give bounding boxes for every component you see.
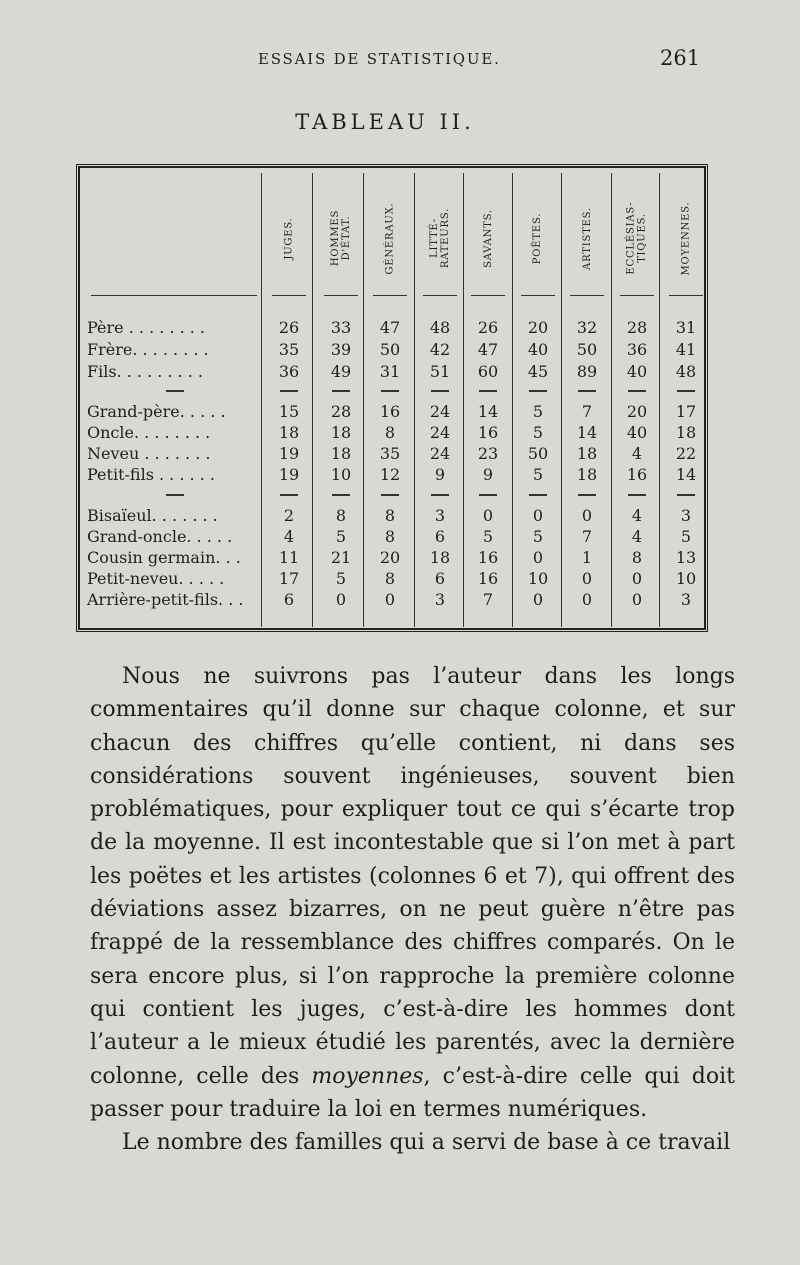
- table-cell: 40: [527, 340, 549, 359]
- group-dash: [677, 390, 695, 392]
- table-cell: 60: [477, 362, 499, 381]
- table-cell: 32: [576, 318, 598, 337]
- column-header-label: SAVANTS.: [482, 208, 494, 268]
- table-cell: 40: [626, 362, 648, 381]
- table-cell: 24: [429, 402, 451, 421]
- table-cell: 7: [581, 402, 593, 421]
- table-cell: 5: [532, 402, 544, 421]
- table-title: TABLEAU II.: [295, 110, 475, 134]
- column-header: [464, 185, 512, 291]
- row-label: Grand-père. . . . .: [87, 402, 226, 421]
- table-cell: 19: [278, 465, 300, 484]
- table-cell: 50: [576, 340, 598, 359]
- table-cell: 20: [626, 402, 648, 421]
- row-label: Arrière-petit-fils. . .: [87, 590, 244, 609]
- column-separator: [261, 173, 262, 627]
- table-cell: 48: [429, 318, 451, 337]
- table-cell: 47: [477, 340, 499, 359]
- group-dash: [166, 390, 184, 392]
- table-cell: 4: [631, 506, 643, 525]
- running-title: ESSAIS DE STATISTIQUE.: [258, 50, 501, 68]
- table-cell: 3: [680, 590, 692, 609]
- table-cell: 39: [330, 340, 352, 359]
- table-cell: 3: [434, 590, 446, 609]
- table-cell: 5: [532, 423, 544, 442]
- table-cell: 5: [680, 527, 692, 546]
- paragraph-2: Le nombre des familles qui a servi de base à ce travail: [122, 1130, 731, 1156]
- table-cell: 18: [576, 465, 598, 484]
- table-cell: 28: [330, 402, 352, 421]
- table-cell: 10: [527, 569, 549, 588]
- label-header-rule: [91, 295, 257, 296]
- column-header-label: ECCLÉSIAS- TIQUES.: [626, 201, 649, 275]
- table-cell: 8: [384, 569, 396, 588]
- column-header-label: MOYENNES.: [680, 200, 692, 276]
- table-cell: 0: [384, 590, 396, 609]
- group-dash: [529, 494, 547, 496]
- group-dash: [381, 390, 399, 392]
- column-header: [317, 185, 365, 291]
- table-cell: 5: [335, 569, 347, 588]
- row-label: Fils. . . . . . . . .: [87, 362, 204, 381]
- running-head: [0, 46, 800, 74]
- table-cell: 18: [429, 548, 451, 567]
- body-text: [90, 660, 735, 1159]
- page-number: 261: [660, 46, 701, 70]
- table-cell: 18: [330, 423, 352, 442]
- table-cell: 0: [631, 569, 643, 588]
- column-header-label: HOMMES D'ÉTAT.: [330, 209, 353, 267]
- header-rule: [324, 295, 358, 296]
- table-cell: 49: [330, 362, 352, 381]
- table-cell: 0: [532, 590, 544, 609]
- table-cell: 16: [626, 465, 648, 484]
- table-cell: 22: [675, 444, 697, 463]
- table-cell: 3: [680, 506, 692, 525]
- table-cell: 18: [576, 444, 598, 463]
- group-dash: [280, 390, 298, 392]
- table-cell: 6: [434, 527, 446, 546]
- table-cell: 5: [335, 527, 347, 546]
- column-header-label: POËTES.: [532, 212, 544, 264]
- column-header-label: LITTÉ- RATEURS.: [429, 207, 451, 269]
- table-cell: 0: [335, 590, 347, 609]
- table-cell: 9: [434, 465, 446, 484]
- table-cell: 48: [675, 362, 697, 381]
- group-dash: [381, 494, 399, 496]
- column-separator: [414, 173, 415, 627]
- table-cell: 40: [626, 423, 648, 442]
- table-cell: 16: [477, 423, 499, 442]
- table-cell: 20: [527, 318, 549, 337]
- group-dash: [628, 494, 646, 496]
- table-cell: 1: [581, 548, 593, 567]
- table-cell: 10: [330, 465, 352, 484]
- header-rule: [521, 295, 555, 296]
- table-cell: 16: [477, 569, 499, 588]
- table-cell: 45: [527, 362, 549, 381]
- table-cell: 33: [330, 318, 352, 337]
- table-cell: 42: [429, 340, 451, 359]
- table-cell: 7: [581, 527, 593, 546]
- table-cell: 21: [330, 548, 352, 567]
- table-cell: 18: [675, 423, 697, 442]
- table-cell: 26: [477, 318, 499, 337]
- column-header: [366, 185, 414, 291]
- table-cell: 4: [631, 527, 643, 546]
- group-dash: [166, 494, 184, 496]
- table-cell: 28: [626, 318, 648, 337]
- table-cell: 8: [384, 423, 396, 442]
- table-cell: 31: [379, 362, 401, 381]
- header-rule: [373, 295, 407, 296]
- column-separator: [512, 173, 513, 627]
- header-rule: [471, 295, 505, 296]
- table-cell: 35: [379, 444, 401, 463]
- table-cell: 36: [278, 362, 300, 381]
- column-header: [662, 185, 710, 291]
- group-dash: [479, 494, 497, 496]
- table-cell: 8: [384, 506, 396, 525]
- table-cell: 41: [675, 340, 697, 359]
- paragraph-1: [90, 660, 735, 1126]
- table-cell: 0: [631, 590, 643, 609]
- table-cell: 50: [527, 444, 549, 463]
- table-cell: 14: [477, 402, 499, 421]
- column-header: [416, 185, 464, 291]
- table-cell: 6: [434, 569, 446, 588]
- header-rule: [272, 295, 306, 296]
- table-cell: 0: [532, 548, 544, 567]
- column-separator: [611, 173, 612, 627]
- paragraph-1-italic: moyennes: [311, 1063, 424, 1089]
- table-cell: 13: [675, 548, 697, 567]
- table-cell: 0: [532, 506, 544, 525]
- row-label: Grand-oncle. . . . .: [87, 527, 233, 546]
- statistics-table: [76, 164, 708, 632]
- table-cell: 12: [379, 465, 401, 484]
- group-dash: [529, 390, 547, 392]
- paragraph-1-text: Nous ne suivrons pas l’auteur dans les longs commentaires qu’il donne sur chaque colonne, et sur chacun des chiffres qu’elle contient, ni dans ses considérations souvent ingénieuses, souvent bien problématiques, pour expliquer tout ce qui s’écarte trop de la moyenne. Il est incontestable que si l’on met à part les poëtes et les artistes (colonnes 6 et 7), qui offrent des déviations assez bizarres, on ne peut guère n’être pas frappé de la ressemblance des chiffres comparés. On le sera encore plus, si l’on rapproche la première colonne qui contient les juges, c’est-à-dire les hommes dont l’auteur a le mieux étudié les parentés, avec la dernière colonne, celle des: [90, 664, 735, 1089]
- table-cell: 8: [631, 548, 643, 567]
- group-dash: [332, 494, 350, 496]
- table-cell: 8: [335, 506, 347, 525]
- table-cell: 18: [330, 444, 352, 463]
- row-label: Bisaïeul. . . . . . .: [87, 506, 218, 525]
- table-cell: 4: [283, 527, 295, 546]
- header-rule: [570, 295, 604, 296]
- table-cell: 51: [429, 362, 451, 381]
- table-cell: 0: [581, 590, 593, 609]
- group-dash: [628, 390, 646, 392]
- group-dash: [280, 494, 298, 496]
- table-cell: 19: [278, 444, 300, 463]
- table-cell: 5: [532, 527, 544, 546]
- table-cell: 0: [581, 569, 593, 588]
- table-cell: 20: [379, 548, 401, 567]
- table-cell: 24: [429, 423, 451, 442]
- row-label: Oncle. . . . . . . .: [87, 423, 211, 442]
- table-cell: 6: [283, 590, 295, 609]
- table-cell: 16: [477, 548, 499, 567]
- table-cell: 14: [576, 423, 598, 442]
- row-label: Petit-neveu. . . . .: [87, 569, 225, 588]
- group-dash: [431, 390, 449, 392]
- header-rule: [669, 295, 703, 296]
- table-cell: 31: [675, 318, 697, 337]
- row-label: Frère. . . . . . . .: [87, 340, 209, 359]
- table-cell: 2: [283, 506, 295, 525]
- row-label: Neveu . . . . . . .: [87, 444, 211, 463]
- table-cell: 50: [379, 340, 401, 359]
- table-cell: 36: [626, 340, 648, 359]
- table-cell: 18: [278, 423, 300, 442]
- paragraph-1-end: , c’est-à-dire celle qui doit passer pour traduire la loi en termes numériques.: [90, 1063, 735, 1122]
- table-cell: 17: [278, 569, 300, 588]
- table-cell: 14: [675, 465, 697, 484]
- column-header: [563, 185, 611, 291]
- group-dash: [332, 390, 350, 392]
- column-header: [514, 185, 562, 291]
- column-header-label: JUGES.: [283, 216, 295, 260]
- table-cell: 15: [278, 402, 300, 421]
- table-cell: 7: [482, 590, 494, 609]
- table-cell: 26: [278, 318, 300, 337]
- table-cell: 11: [278, 548, 300, 567]
- table-cell: 8: [384, 527, 396, 546]
- table-cell: 3: [434, 506, 446, 525]
- column-header-label: GÉNÉRAUX.: [384, 201, 396, 275]
- group-dash: [578, 494, 596, 496]
- table-cell: 47: [379, 318, 401, 337]
- table-cell: 10: [675, 569, 697, 588]
- group-dash: [677, 494, 695, 496]
- column-header: [613, 185, 661, 291]
- table-cell: 9: [482, 465, 494, 484]
- group-dash: [479, 390, 497, 392]
- table-cell: 4: [631, 444, 643, 463]
- table-cell: 0: [581, 506, 593, 525]
- table-cell: 23: [477, 444, 499, 463]
- header-rule: [620, 295, 654, 296]
- table-cell: 16: [379, 402, 401, 421]
- column-header: [265, 185, 313, 291]
- table-cell: 89: [576, 362, 598, 381]
- row-label: Père . . . . . . . .: [87, 318, 206, 337]
- table-cell: 35: [278, 340, 300, 359]
- column-header-label: ARTISTES.: [581, 206, 593, 270]
- table-cell: 0: [482, 506, 494, 525]
- group-dash: [578, 390, 596, 392]
- header-rule: [423, 295, 457, 296]
- table-cell: 17: [675, 402, 697, 421]
- table-cell: 5: [532, 465, 544, 484]
- table-cell: 5: [482, 527, 494, 546]
- row-label: Petit-fils . . . . . .: [87, 465, 215, 484]
- row-label: Cousin germain. . .: [87, 548, 241, 567]
- table-cell: 24: [429, 444, 451, 463]
- group-dash: [431, 494, 449, 496]
